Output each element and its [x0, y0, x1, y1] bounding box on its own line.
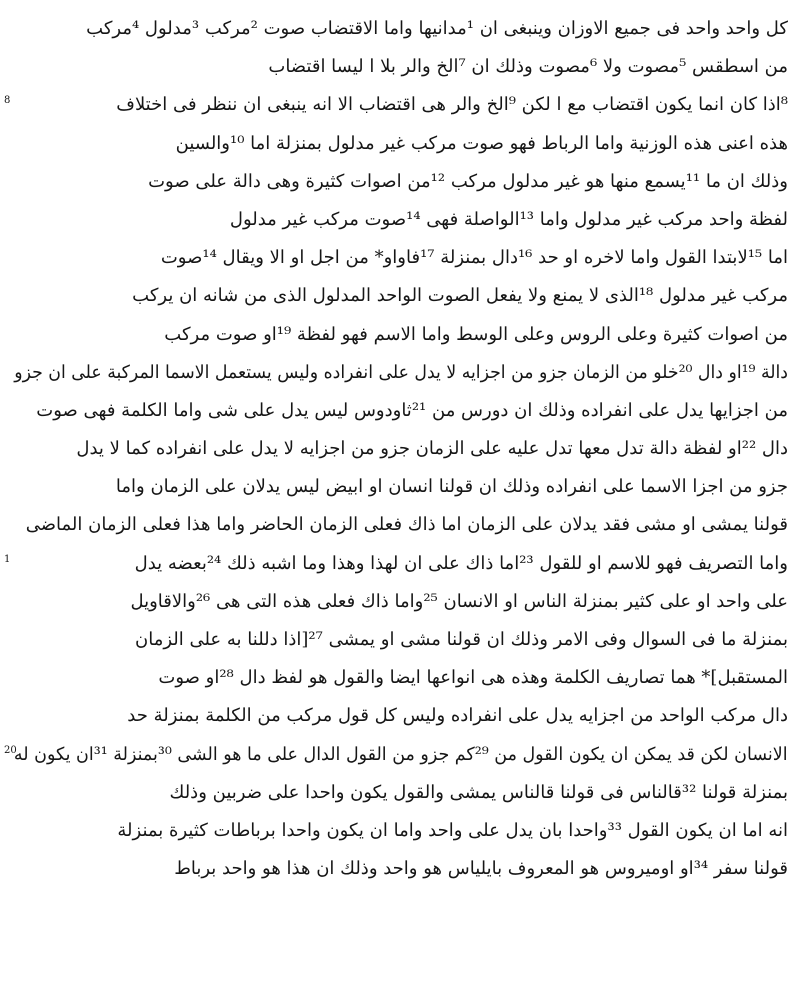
- line-text: دال مركب الواحد من اجزايه يدل على انفراده وليس كل قول مركب من الكلمة بمنزلة حد: [127, 705, 788, 727]
- text-line: [14, 48, 788, 86]
- line-text: دالة ¹⁹او دال ²⁰خلو من الزمان جزو من اجزايه لا يدل على انفراده وليس يستعمل الاسما المركبة على ان جزو: [14, 361, 788, 383]
- line-text: اما ¹⁵لابتدا القول واما لاخره او حد ¹⁶دال بمنزلة ¹⁷فاواو* من اجل او الا ويقال ¹⁴صوت: [160, 247, 788, 269]
- text-line: [4, 545, 788, 583]
- line-text: دال ²²او لفظة دالة تدل معها تدل عليه على الزمان جزو من اجزايه لا يدل على انفراده كما لا يدل: [76, 438, 788, 460]
- line-text: ⁸اذا كان انما يكون اقتضاب مع ا لكن ⁹الخ والر هى اقتضاب الا انه ينبغى ان ننظر فى اختلاف: [116, 94, 788, 116]
- margin-line-number: 8: [4, 95, 11, 107]
- line-text: من اصوات كثيرة وعلى الروس وعلى الوسط واما الاسم فهو لفظة ¹⁹او صوت مركب: [164, 323, 788, 345]
- line-text: جزو من اجزا الاسما على انفراده وذلك ان قولنا انسان او ابيض ليس يدلان على الزمان واما: [115, 476, 788, 498]
- line-text: بمنزلة ما فى السوال وفى الامر وذلك ان قولنا مشى او يمشى ²⁷[اذا دللنا به على الزمان: [134, 629, 788, 650]
- text-line: [14, 277, 788, 315]
- text-line: [14, 812, 788, 850]
- text-line: [14, 697, 788, 735]
- line-text: الانسان لكن قد يمكن ان يكون القول من ²⁹كم جزو من القول الدال على ما هو الشى ³⁰بمنزلة ³¹ان يكون له: [14, 743, 788, 765]
- line-text: كل واحد واحد فى جميع الاوزان وينبغى ان ¹مدانيها واما الاقتضاب صوت ²مركب ³مدلول ⁴مركب: [86, 18, 788, 39]
- text-line: [14, 430, 788, 468]
- line-text: هذه اعنى هذه الوزنية واما الرباط فهو صوت مركب غير مدلول بمنزلة اما ¹⁰والسين: [175, 132, 788, 154]
- text-line: [14, 354, 788, 392]
- line-text: مركب غير مدلول ¹⁸الذى لا يمنع ولا يفعل الصوت الواحد المدلول الذى من شانه ان يركب: [132, 285, 788, 307]
- text-line: [14, 850, 788, 888]
- line-text: المستقبل]* هما تصاريف الكلمة وهذه هى انواعها ايضا والقول هو لفظ دال ²⁸او صوت: [158, 667, 788, 689]
- line-text: بمنزلة قولنا ³²قالناس فى قولنا قالناس يمشى والقول يكون واحدا على ضربين وذلك: [169, 781, 788, 803]
- text-line: [14, 659, 788, 697]
- text-line: [14, 163, 788, 201]
- text-line: [14, 10, 788, 48]
- text-line: [14, 774, 788, 812]
- line-text: لفظة واحد مركب غير مدلول واما ¹³الواصلة فهى ¹⁴صوت مركب غير مدلول: [229, 208, 788, 230]
- line-text: وذلك ان ما ¹¹يسمع منها هو غير مدلول مركب ¹²من اصوات كثيرة وهى دالة على صوت: [148, 170, 788, 192]
- margin-line-number: 1: [4, 553, 11, 565]
- line-text: واما التصريف فهو للاسم او للقول ²³اما ذاك على ان لهذا وهذا وما اشبه ذلك ²⁴بعضه يدل: [134, 552, 788, 574]
- text-line: [14, 125, 788, 163]
- text-line: [14, 468, 788, 506]
- text-line: [14, 583, 788, 621]
- text-line: [14, 239, 788, 277]
- margin-line-number: 20: [4, 744, 17, 756]
- line-text: على واحد او على كثير بمنزلة الناس او الانسان ²⁵واما ذاك فعلى هذه التى هى ²⁶والاقاويل: [130, 590, 788, 612]
- text-line: [14, 201, 788, 239]
- text-line: [14, 392, 788, 430]
- text-line: [4, 86, 788, 124]
- text-line: [14, 316, 788, 354]
- line-text: قولنا يمشى او مشى فقد يدلان على الزمان اما ذاك فعلى الزمان الحاضر واما هذا فعلى الزمان الماضى: [25, 514, 788, 536]
- text-line: [14, 506, 788, 544]
- line-text: انه اما ان يكون القول ³³واحدا بان يدل على واحد واما ان يكون واحدا برباطات كثيرة بمنزلة: [117, 819, 788, 841]
- line-text: من اسطقس ⁵مصوت ولا ⁶مصوت وذلك ان ⁷الخ والر بلا ا ليسا اقتضاب: [268, 56, 788, 78]
- line-text: قولنا سفر ³⁴او اوميروس هو المعروف بايلياس هو واحد وذلك ان هذا هو واحد برباط: [174, 858, 788, 880]
- text-line: [14, 621, 788, 659]
- text-line: [4, 736, 788, 774]
- line-text: من اجزايها يدل على انفراده وذلك ان دورس من ²¹ثاودوس ليس يدل على شى واما الكلمة فهى صوت: [36, 399, 788, 421]
